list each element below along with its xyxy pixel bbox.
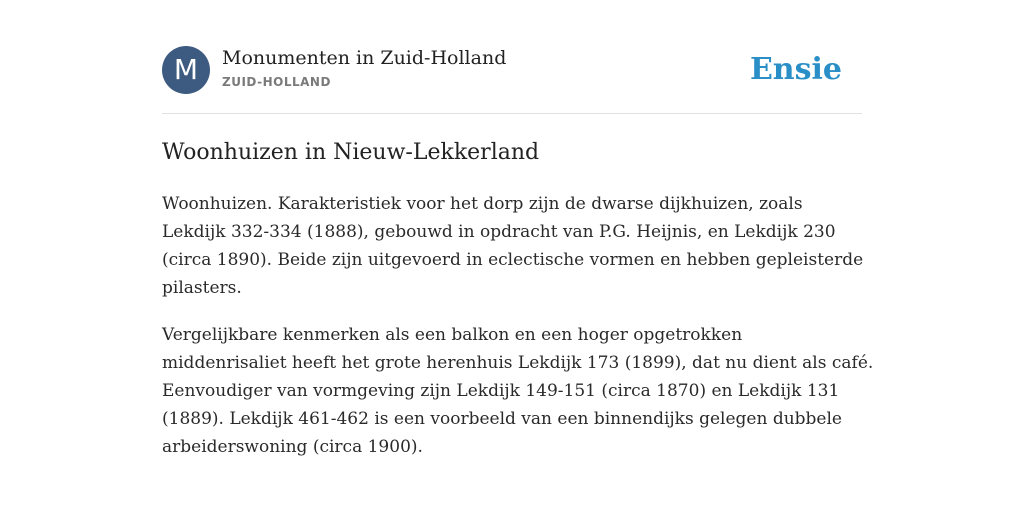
paragraph-line: (circa 1890). Beide zijn uitgevoerd in eclectische vormen en hebben gepleisterde (162, 250, 864, 270)
collection-title[interactable]: Monumenten in Zuid-Holland (222, 47, 507, 69)
paragraph (162, 190, 862, 302)
article-title: Woonhuizen in Nieuw-Lekkerland (162, 140, 540, 165)
paragraph-line: middenrisaliet heeft het grote herenhuis Lekdijk 173 (1899), dat nu dient als café. (162, 353, 874, 373)
header (162, 46, 862, 96)
article-body (162, 190, 874, 480)
paragraph-line: arbeiderswoning (circa 1900). (162, 437, 423, 457)
paragraph-line: Vergelijkbare kenmerken als een balkon en een hoger opgetrokken (162, 325, 743, 345)
collection-subtitle[interactable]: ZUID-HOLLAND (222, 75, 331, 89)
paragraph-line: pilasters. (162, 278, 242, 298)
paragraph-line: (1889). Lekdijk 461-462 is een voorbeeld van een binnendijks gelegen dubbele (162, 409, 842, 429)
paragraph-line: Woonhuizen. Karakteristiek voor het dorp zijn de dwarse dijkhuizen, zoals (162, 194, 803, 214)
ensie-logo[interactable]: Ensie (749, 52, 842, 87)
paragraph-line: Lekdijk 332-334 (1888), gebouwd in opdracht van P.G. Heijnis, en Lekdijk 230 (162, 222, 836, 242)
header-divider (162, 113, 862, 114)
paragraph (162, 321, 874, 461)
collection-avatar[interactable]: M (162, 46, 210, 94)
paragraph-line: Eenvoudiger van vormgeving zijn Lekdijk 149-151 (circa 1870) en Lekdijk 131 (162, 381, 840, 401)
